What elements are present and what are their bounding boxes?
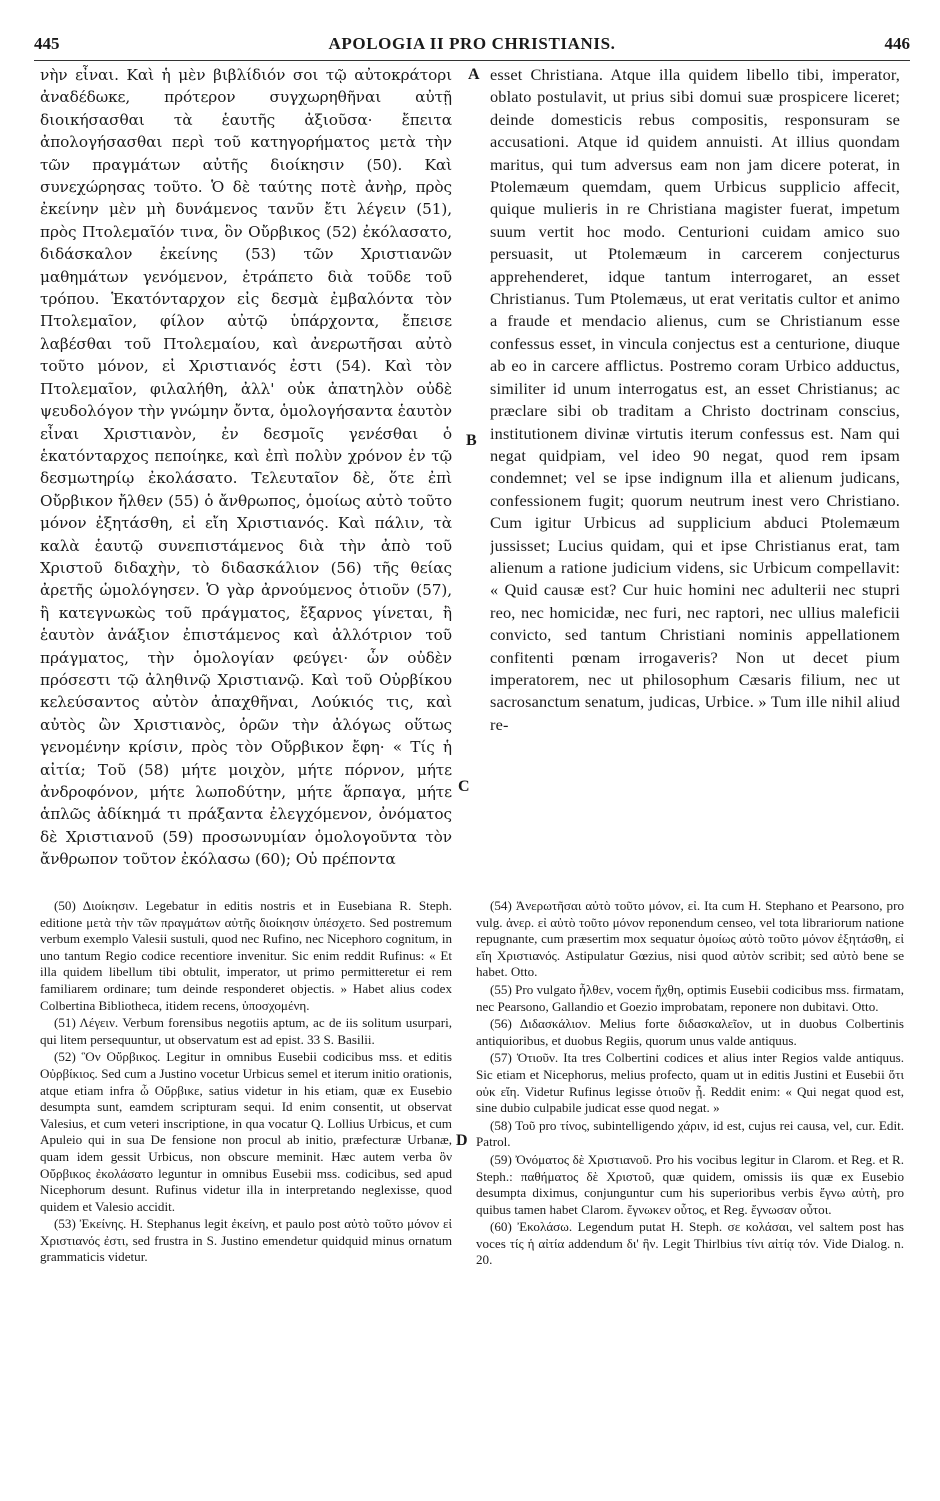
footnote: (54) Ἀνερωτῆσαι αὐτὸ τοῦτο μόνον, εἰ. Ita cum H. Stephano et Pearsono, pro vulg. ἀνερ. εἰ αὐτὸ τοῦτο μόνον reponendum censeo, vel tota librariorum natione repugnante, cum præsertim mox sequatur ὁμοίως αὐτὸ τοῦτο μόνον ἐξητάσθη, εἰ εἴη Χριστιανός. Astipulatur Gœzius, nisi quod αὐτὸν scribit; sed αὐτὸ bene se habet. Otto. — [476, 898, 904, 980]
footnote: (58) Τοῦ pro τίνος, subintelligendo χάριν, id est, cujus rei causa, vel, cur. Edit. Patrol. — [476, 1117, 904, 1150]
latin-column — [490, 64, 900, 736]
footnote: (55) Pro vulgato ἦλθεν, vocem ἤχθη, optimis Eusebii codicibus mss. firmatam, nec Pearsono, Gallandio et Goezio improbatam, reponere non dubitavi. Otto. — [476, 981, 904, 1014]
latin-text: esset Christiana. Atque illa quidem libello tibi, imperator, oblato postulavit, ut prius sibi domui suæ prospicere liceret; deinde domesticis rebus compositis, responsuram se accusationi. Atque id quidem annuisti. At illius quondam maritus, qui tum adversus eam non jam dicere poterat, in Ptolemæum quemdam, quem Urbicus supplicio affecit, quique mulieris in re Christiana magister fuerat, impetum suum vertit hoc modo. Centurioni cuidam amico suo persuasit, ut Ptolemæum in carcerem conjecturus apprehenderet, idque tantum interrogaret, an esset Christianus. Tum Ptolemæus, ut erat veritatis cultor et animo a fraude et mendacio alienus, cum se Christianum esse confessus esset, in vincula conjectus est a centurione, diuque ab eo in carcere afflictus. Postremo coram Urbico adductus, similiter id unum interrogatus est, an esset Christianus; ac præclare sibi ob traditam a Christo doctrinam conscius, institutionem divinæ virtutis iterum confessus est. Nam qui negat quidpiam, vel ideo 90 negat, quod rem ipsam condemnet; vel se ipse indignum illa et alienum judicans, confessionem fugit; quorum neutrum inest vero Christiano. Cum igitur Urbicus ad supplicium abduci Ptolemæum jussisset; Lucius quidam, qui et ipse Christianus erat, tam alienum a ratione judicium videns, sic Urbicum compellavit: « Quid causæ est? Cur huic homini nec adulterii nec stupri reo, nec homicidæ, nec furi, nec raptori, nec ullius maleficii convicto, sed tantum Christiani nominis appellationem confitenti pœnam irrogaveris? Non ut decet pium imperatorem, nec ut philosophum Cæsaris filium, nec ut sacrosanctum senatum, judicas, Urbice. » Tum ille nihil aliud re- — [490, 65, 900, 734]
footnote: (57) Ὁτιοῦν. Ita tres Colbertini codices et alius inter Regios valde antiquus. Sic etiam et Nicephorus, melius profecto, quam ut in editis Justini et Eusebii ὅτι οὐκ εἴη. Videtur Rufinus legisse ὁτιοῦν ᾖ. Reddit enim: « Qui negat quod est, sine dubio culpabile judicat esse quod negat. » — [476, 1050, 904, 1116]
footnote: (56) Διδασκάλιον. Melius forte διδασκαλεῖον, ut in duobus Colbertinis antiquioribus, et duobus Regiis, quorum unus valde antiquus. — [476, 1016, 904, 1048]
footnote: (53) Ἐκείνης. H. Stephanus legit ἐκείνη, et paulo post αὐτὸ τοῦτο μόνον εἰ Χριστιανός ἐστι, sed frustra in S. Justino emendetur quidquid minus ornatum grammaticis videtur. — [40, 1216, 452, 1265]
margin-marker-d: D — [456, 1132, 468, 1149]
greek-column — [40, 64, 452, 871]
margin-marker-c: C — [458, 778, 470, 795]
page-number-left: 445 — [34, 34, 60, 53]
footnotes-right — [476, 898, 904, 1269]
footnote: (51) Λέγειν. Verbum forensibus negotiis aptum, ac de iis solitum usurpari, qui litem persequuntur, ut observatum est ad epist. 33 S. Basilii. — [40, 1015, 452, 1047]
greek-text: νὴν εἶναι. Καὶ ἡ μὲν βιβλίδιόν σοι τῷ αὐτοκράτορι ἀναδέδωκε, πρότερον συγχωρηθῆναι αὐτῇ διοικήσασθαι τὰ ἑαυτῆς ἀξιοῦσα· ἔπειτα ἀπολογήσασθαι περὶ τοῦ κατηγορήματος μετὰ τὴν τῶν πραγμάτων αὐτῆς διοίκησιν (50). Καὶ συνεχώρησας τοῦτο. Ὁ δὲ ταύτης ποτὲ ἀνὴρ, πρὸς ἐκείνην μὲν μὴ δυνάμενος τανῦν ἔτι λέγειν (51), πρὸς Πτολεμαῖόν τινα, ὃν Οὔρβικος (52) ἐκόλασατο, διδάσκαλον ἐκείνης (53) τῶν Χριστιανῶν μαθημάτων γενόμενον, ἐτράπετο διὰ τοῦδε τοῦ τρόπου. Ἑκατόνταρχον εἰς δεσμὰ ἐμβαλόντα τὸν Πτολεμαῖον, φίλον αὐτῷ ὑπάρχοντα, ἔπεισε λαβέσθαι τοῦ Πτολεμαίου, καὶ ἀνερωτῆσαι αὐτὸ τοῦτο μόνον, εἰ Χριστιανός ἐστι (54). Καὶ τὸν Πτολεμαῖον, φιλαλήθη, ἀλλ' οὐκ ἀπατηλὸν οὐδὲ ψευδολόγον τὴν γνώμην ὄντα, ὁμολογήσαντα ἑαυτὸν εἶναι Χριστιανὸν, ἐν δεσμοῖς γενέσθαι ὁ ἑκατόνταρχος πεποίηκε, καὶ ἐπὶ πολὺν χρόνον ἐν τῷ δεσμωτηρίῳ ἐκολάσατο. Τελευταῖον δὲ, ὅτε ἐπὶ Οὔρβικον ἤλθεν (55) ὁ ἄνθρωπος, ὁμοίως αὐτὸ τοῦτο μόνον ἐξητάσθη, εἰ εἴη Χριστιανός. Καὶ πάλιν, τὰ καλὰ ἑαυτῷ συνεπιστάμενος διὰ τὴν ἀπὸ τοῦ Χριστοῦ διδαχὴν, τὸ διδασκάλιον (56) τῆς θείας ἀρετῆς ὡμολόγησεν. Ὁ γὰρ ἀρνούμενος ὁτιοῦν (57), ἢ κατεγνωκὼς τοῦ πράγματος, ἔξαρνος γίνεται, ἢ ἑαυτὸν ἀνάξιον ἐπιστάμενος καὶ ἀλλότριον τοῦ πράγματος, τὴν ὁμολογίαν φεύγει· ὧν οὐδὲν πρόσεστι τῷ ἀληθινῷ Χριστιανῷ. Καὶ τοῦ Οὐρβίκου κελεύσαντος αὐτὸν ἀπαχθῆναι, Λούκιός τις, καὶ αὐτὸς ὢν Χριστιανὸς, ὁρῶν τὴν ἀλόγως οὕτως γενομένην κρίσιν, πρὸς τὸν Οὔρβικον ἔφη· « Τίς ἡ αἰτία; Τοῦ (58) μήτε μοιχὸν, μήτε πόρνον, μήτε ἀνδροφόνον, μήτε λωποδύτην, μήτε ἅρπαγα, μήτε ἁπλῶς ἀδίκημά τι πράξαντα ἐλεγχόμενον, ὀνόματος δὲ Χριστιανοῦ (59) προσωνυμίαν ὁμολογοῦντα τὸν ἄνθρωπον τοῦτον ἐκόλασω (60); Οὐ πρέποντα — [40, 66, 452, 869]
page-number-right: 446 — [884, 34, 910, 53]
footnote: (52) Ὃν Οὔρβικος. Legitur in omnibus Eusebii codicibus mss. et editis Οὐρβίκιος. Sed cum a Justino vocetur Urbicus semel et iterum initio orationis, atque etiam infra ὦ Οὔρβικε, satius videtur in his etiam, quæ ex Eusebio desumpta sunt, eamdem scripturam sequi. Id enim consentit, ut observat Valesius, et cum veteri inscriptione, in qua vocatur Q. Lollius Urbicus, et cum Apuleio qui in sua De fensione non procul ab initio, præfecturæ Urbanæ, quam idem gessit Urbicus, non obscure meminit. Hæc autem verba ὃν Οὔρβικος ἐκολάσατο leguntur in omnibus Eusebii mss. codicibus, sed apud Nicephorum desunt. Rufinus videtur illa in interpretando neglexisse, quod quidem et Valesio accidit. — [40, 1049, 452, 1214]
margin-marker-b: B — [466, 432, 477, 449]
margin-marker-a: A — [468, 66, 480, 83]
footnote: (59) Ὀνόματος δὲ Χριστιανοῦ. Pro his vocibus legitur in Clarom. et Reg. et R. Steph.: παθήματος δὲ Χριστοῦ, quæ quidem, omissis iis quæ ex Eusebio desumpta diximus, conjunguntur cum his superioribus verbis ἔγνω αὐτὴ, pro quibus tamen habet Clarom. ἔγνωκεν οὗτος, et Reg. ἔγνωσαν οὗτοι. — [476, 1151, 904, 1217]
footnote: (50) Διοίκησιν. Legebatur in editis nostris et in Eusebiana R. Steph. editione μετὰ τὴν τῶν πραγμάτων αὐτῆς διοίκησιν ὑπέσχετο. Sed postremum verbum exemplo Valesii sustuli, quod nec Rufino, nec Nicephoro cognitum, in uno tantum Regio codice recentiore invenitur. Sic enim reddit Rufinus: « Et illa quidem libellum tibi obtulit, imperator, ut primo permitteretur ei rem familiarem ordinare; tum deinde responderet objectis. » Habet alius codex Colbertina Bibliotheca, itidem recens, ὑποσχομένη. — [40, 898, 452, 1013]
footnote: (60) Ἐκολάσω. Legendum putat H. Steph. σε κολάσαι, vel saltem post has voces τίς ἡ αἰτία addendum δι' ἣν. Legit Thirlbius τίνι αἰτίᾳ τόν. Vide Dialog. n. 20. — [476, 1219, 904, 1268]
running-header — [34, 34, 910, 61]
running-title: APOLOGIA II PRO CHRISTIANIS. — [328, 34, 616, 53]
footnotes-left — [40, 898, 452, 1266]
